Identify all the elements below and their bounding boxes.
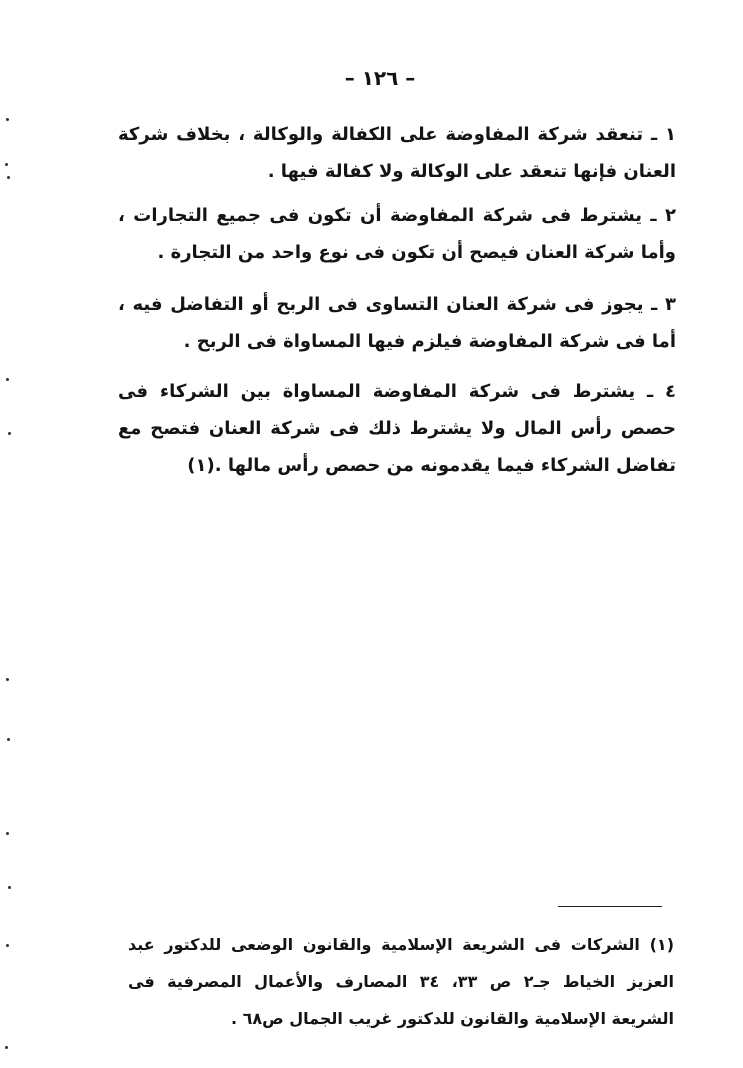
scan-speck — [6, 378, 9, 381]
scan-speck — [5, 163, 8, 166]
scan-speck — [8, 886, 11, 889]
scan-speck — [5, 1046, 8, 1049]
scan-speck — [8, 432, 11, 435]
paragraph-2: ٢ ـ يشترط فى شركة المفاوضة أن تكون فى جميع التجارات ، وأما شركة العنان فيصح أن تكون فى نوع واحد من التجارة . — [118, 205, 676, 263]
scan-speck — [6, 678, 9, 681]
footnote: (١) الشركات فى الشريعة الإسلامية والقانون الوضعى للدكتور عبد العزيز الخياط جـ٢ ص ٣٣، ٣٤ المصارف والأعمال المصرفية فى الشريعة الإسلامية والقانون للدكتور غريب الجمال ص٦٨ . — [128, 935, 674, 1028]
page-number: – ١٢٦ – — [344, 66, 416, 90]
scan-speck — [7, 738, 10, 741]
paragraph-3: ٣ ـ يجوز فى شركة العنان التساوى فى الربح أو التفاضل فيه ، أما فى شركة المفاوضة فيلزم فيها المساواة فى الربح . — [118, 294, 676, 352]
paragraph-4: ٤ ـ يشترط فى شركة المفاوضة المساواة بين الشركاء فى حصص رأس المال ولا يشترط ذلك فى شركة العنان فتصح مع تفاضل الشركاء فيما يقدمونه من حصص رأس مالها .(١) — [118, 381, 676, 476]
paragraph-1: ١ ـ تنعقد شركة المفاوضة على الكفالة والوكالة ، بخلاف شركة العنان فإنها تنعقد على الوكالة ولا كفالة فيها . — [118, 124, 676, 182]
scan-speck — [6, 832, 9, 835]
scan-speck — [6, 118, 9, 121]
footnote-divider — [558, 906, 662, 907]
scan-speck — [7, 176, 10, 179]
scan-speck — [6, 944, 9, 947]
